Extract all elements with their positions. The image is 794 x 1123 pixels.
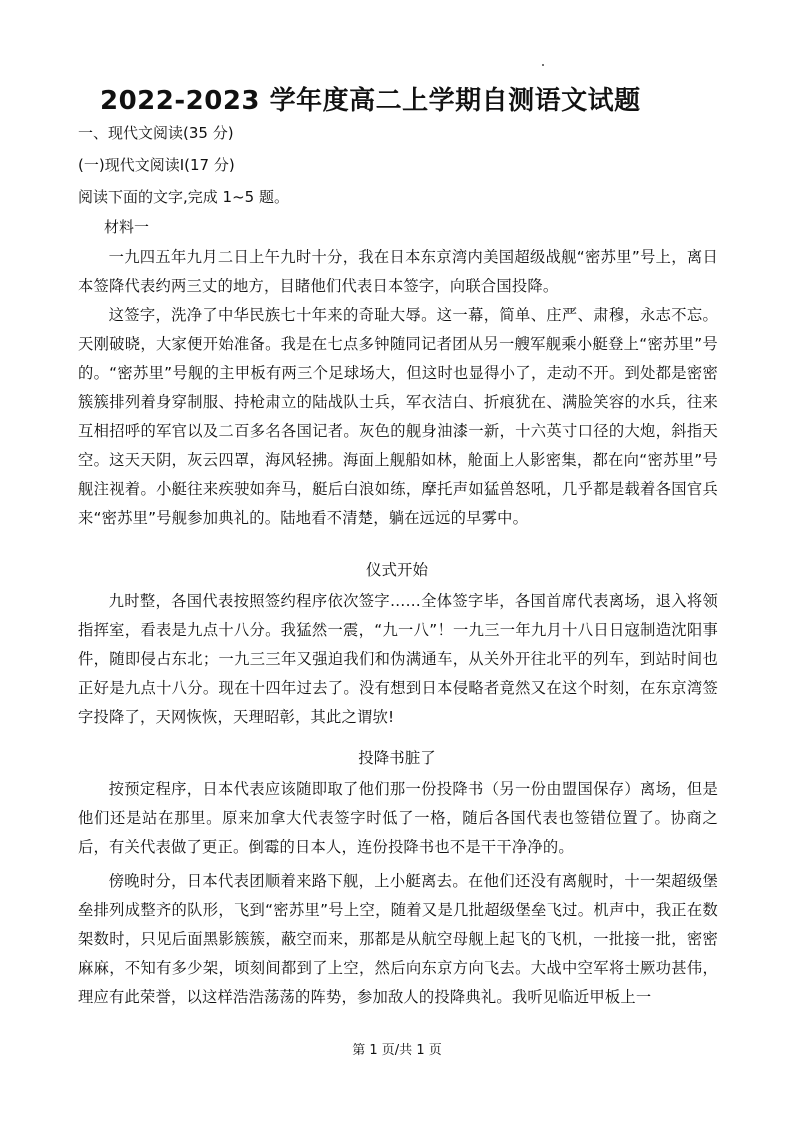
paragraph-4: 按预定程序，日本代表应该随即取了他们那一份投降书（另一份由盟国保存）离场，但是他们还是站在那里。原来加拿大代表签字时低了一格，随后各国代表也签错位置了。协商之后，有关代表做了更正。倒霉的日本人，连份投降书也不是干干净净的。 (78, 780, 718, 856)
speck-mark (542, 64, 544, 66)
paragraph-2: 这签字，洗净了中华民族七十年来的奇耻大辱。这一幕，简单、庄严、肃穆，永志不忘。天刚破晓，大家便开始准备。我是在七点多钟随同记者团从另一艘军舰乘小艇登上“密苏里”号的。“密苏里”号舰的主甲板有两三个足球场大，但这时也显得小了，走动不开。到处都是密密簇簇排列着身穿制服、持枪肃立的陆战队士兵，军衣洁白、折痕犹在、满脸笑容的水兵，往来互相招呼的军官以及二百多名各国记者。灰色的舰身油漆一新，十六英寸口径的大炮，斜指天空。这天天阴，灰云四罩，海风轻拂。海面上舰船如林，舱面上人影密集，都在向“密苏里”号舰注视着。小艇往来疾驶如奔马，艇后白浪如练，摩托声如猛兽怒吼，几乎都是载着各国官兵来“密苏里”号舰参加典礼的。陆地看不清楚，躺在远远的早雾中。 (78, 306, 718, 527)
page-footer: 第 1 页/共 1 页 (352, 1043, 442, 1058)
paragraph-5: 傍晚时分，日本代表团顺着来路下舰，上小艇离去。在他们还没有离舰时，十一架超级堡垒排列成整齐的队形，飞到“密苏里”号上空，随着又是几批超级堡垒飞过。机声中，我正在数架数时，只见后面黑影簇簇，蔽空而来，那都是从航空母舰上起飞的飞机，一批接一批，密密麻麻，不知有多少架，顷刻间都到了上空，然后向东京方向飞去。大战中空军将士厥功甚伟，理应有此荣誉，以这样浩浩荡荡的阵势，参加敌人的投降典礼。我听见临近甲板上一 (78, 872, 718, 1006)
page-title: 2022-2023 学年度高二上学期自测语文试题 (100, 86, 641, 116)
instruction-text: 阅读下面的文字,完成 1~5 题。 (78, 188, 289, 206)
material-label: 材料一 (104, 218, 150, 236)
subsection-heading: (一)现代文阅读Ⅰ(17 分) (78, 156, 235, 174)
section-heading: 一、现代文阅读(35 分) (78, 124, 234, 142)
subhead-ceremony-begins: 仪式开始 (365, 561, 428, 579)
paragraph-1: 一九四五年九月二日上午九时十分，我在日本东京湾内美国超级战舰“密苏里”号上，离日本签降代表约两三丈的地方，目睹他们代表日本签字，向联合国投降。 (78, 248, 718, 295)
paragraph-3: 九时整，各国代表按照签约程序依次签字……全体签字毕，各国首席代表离场，退入将领指挥室，看表是九点十八分。我猛然一震，“九一八”！一九三一年九月十八日日寇制造沈阳事件，随即侵占东北；一九三三年又强迫我们和伪满通车，从关外开往北平的列车，到站时间也正好是九点十八分。现在十四年过去了。没有想到日本侵略者竟然又在这个时刻，在东京湾签字投降了，天网恢恢，天理昭彰，其此之谓欤! (78, 592, 718, 726)
subhead-document-soiled: 投降书脏了 (358, 749, 436, 767)
